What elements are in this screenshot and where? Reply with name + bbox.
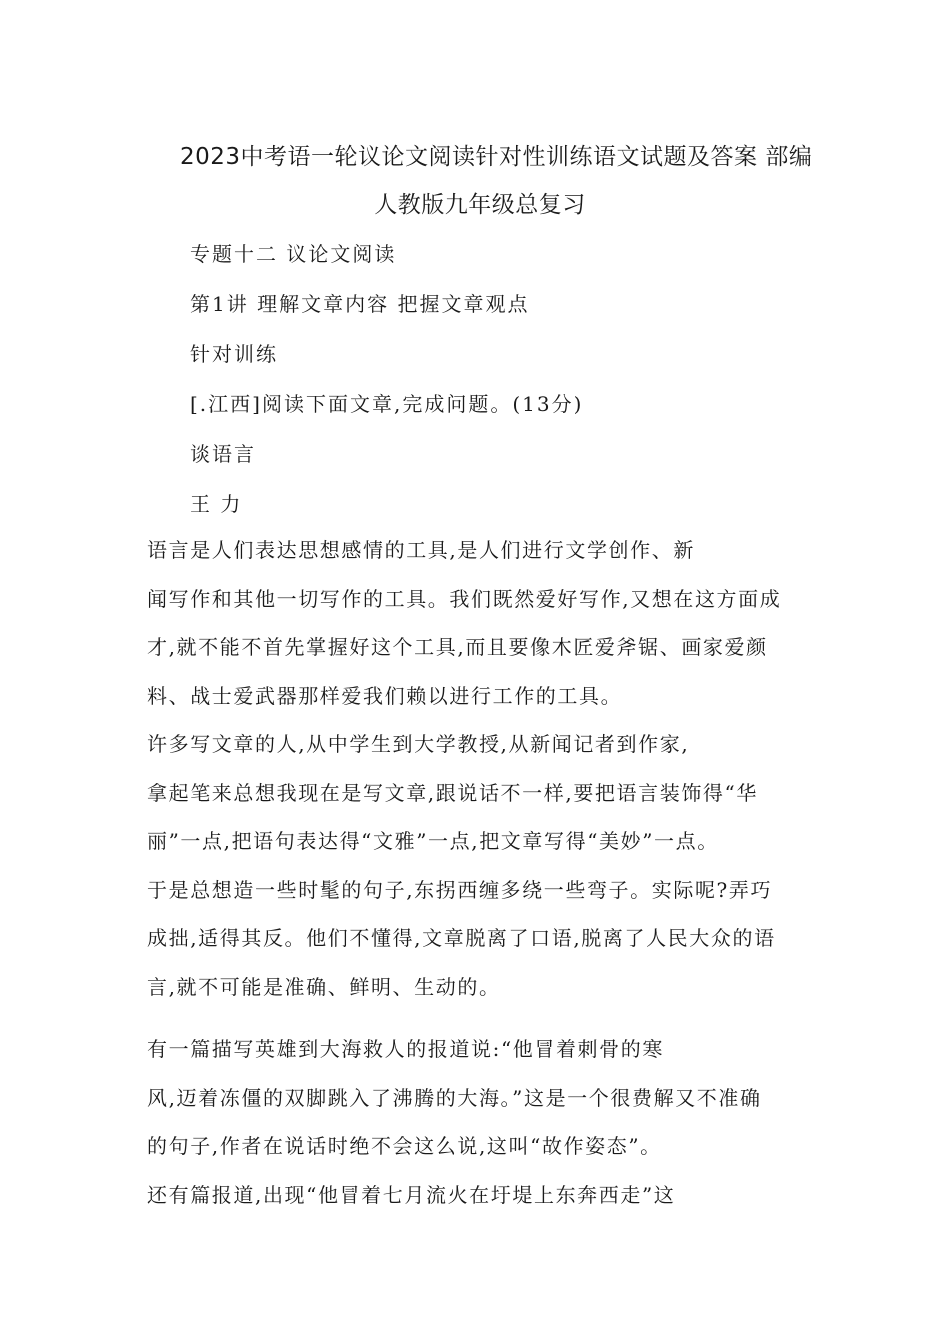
paragraph-3 bbox=[147, 1025, 809, 1171]
topic-heading: 专题十二 议论文阅读 bbox=[190, 242, 397, 266]
paragraph-line: 才,就不能不首先掌握好这个工具,而且要像木匠爱斧锯、画家爱颜 bbox=[147, 635, 768, 659]
paragraph-line: 许多写文章的人,从中学生到大学教授,从新闻记者到作家, bbox=[147, 732, 690, 756]
document-title-line-1: 2023中考语一轮议论文阅读针对性训练语文试题及答案 部编 bbox=[180, 144, 813, 170]
paragraph-line: 还有篇报道,出现“他冒着七月流火在圩堤上东奔西走”这 bbox=[147, 1183, 676, 1207]
instruction-text: [.江西]阅读下面文章,完成问题。(13分) bbox=[190, 392, 584, 416]
paragraph-line: 丽”一点,把语句表达得“文雅”一点,把文章写得“美妙”一点。 bbox=[147, 829, 719, 853]
article-author: 王 力 bbox=[190, 492, 243, 516]
paragraph-4 bbox=[147, 1171, 809, 1220]
paragraph-line: 言,就不可能是准确、鲜明、生动的。 bbox=[147, 974, 501, 999]
training-heading: 针对训练 bbox=[190, 342, 278, 366]
paragraph-line: 于是总想造一些时髦的句子,东拐西缠多绕一些弯子。实际呢?弄巧 bbox=[147, 877, 773, 902]
paragraph-line: 风,迈着冻僵的双脚跳入了沸腾的大海。”这是一个很费解又不准确 bbox=[147, 1085, 762, 1110]
lesson-heading: 第1讲 理解文章内容 把握文章观点 bbox=[190, 292, 530, 316]
paragraph-line: 有一篇描写英雄到大海救人的报道说:“他冒着刺骨的寒 bbox=[147, 1037, 664, 1061]
document-title-line-2: 人教版九年级总复习 bbox=[374, 192, 586, 218]
paragraph-2 bbox=[147, 720, 809, 1011]
paragraph-line: 闻写作和其他一切写作的工具。我们既然爱好写作,又想在这方面成 bbox=[147, 586, 782, 611]
paragraph-line: 成拙,适得其反。他们不懂得,文章脱离了口语,脱离了人民大众的语 bbox=[147, 926, 776, 950]
paragraph-line: 拿起笔来总想我现在是写文章,跟说话不一样,要把语言装饰得“华 bbox=[147, 780, 758, 805]
paragraph-1 bbox=[147, 526, 809, 720]
paragraph-line: 语言是人们表达思想感情的工具,是人们进行文学创作、新 bbox=[147, 538, 695, 562]
paragraph-line: 料、战士爱武器那样爱我们赖以进行工作的工具。 bbox=[147, 683, 623, 708]
article-title: 谈语言 bbox=[190, 442, 256, 466]
paragraph-line: 的句子,作者在说话时绝不会这么说,这叫“故作姿态”。 bbox=[147, 1134, 662, 1158]
